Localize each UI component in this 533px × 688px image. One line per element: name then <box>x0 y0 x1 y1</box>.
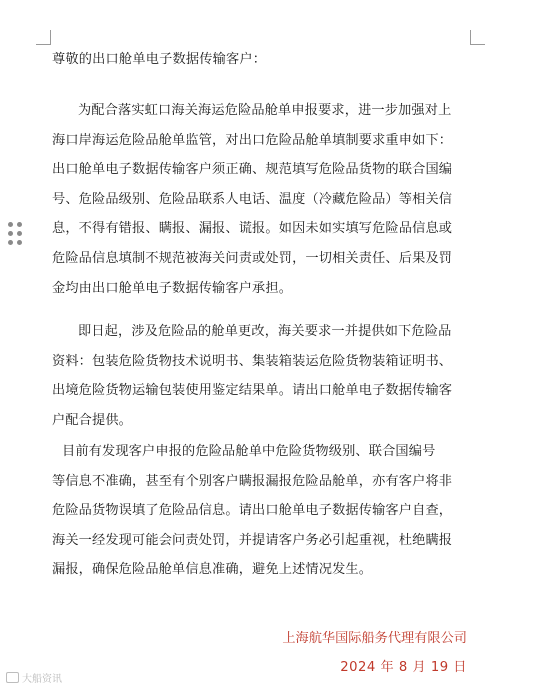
grip-dot <box>8 231 13 236</box>
top-right-crop-mark <box>470 30 485 45</box>
grip-dot <box>17 240 22 245</box>
watermark-logo-icon <box>6 672 19 683</box>
grip-dot <box>8 240 13 245</box>
paragraph-line: 目前有发现客户申报的危险品舱单中危险货物级别、联合国编号 <box>62 444 436 459</box>
paragraph-line: 金均由出口舱单电子数据传输客户承担。 <box>52 280 293 296</box>
paragraph-line: 息，不得有错报、瞒报、漏报、谎报。如因未如实填写危险品信息或 <box>52 221 453 237</box>
top-left-crop-mark <box>36 30 51 45</box>
paragraph-line: 出口舱单电子数据传输客户须正确、规范填写危险品货物的联合国编 <box>52 162 453 178</box>
grip-dot <box>17 231 22 236</box>
paragraph-line: 户配合提供。 <box>52 412 133 428</box>
paragraph-line: 即日起，涉及危险品的舱单更改，海关要求一并提供如下危险品 <box>78 324 452 339</box>
paragraph-line: 号、危险品级别、危险品联系人电话、温度（冷藏危险品）等相关信 <box>52 191 453 207</box>
drag-handle-icon[interactable] <box>8 222 24 246</box>
paragraph-3 <box>52 437 484 585</box>
paragraph-line: 出境危险货物运输包装使用鉴定结果单。请出口舱单电子数据传输客 <box>52 383 453 399</box>
paragraph-line: 为配合落实虹口海关海运危险品舱单申报要求，进一步加强对上 <box>78 103 452 118</box>
paragraph-line: 等信息不准确，甚至有个别客户瞒报漏报危险品舱单，亦有客户将非 <box>52 473 453 489</box>
paragraph-line: 海关一经发现可能会问责处罚，并提请客户务必引起重视，杜绝瞒报 <box>52 532 453 548</box>
grip-dot <box>17 222 22 227</box>
salutation: 尊敬的出口舱单电子数据传输客户： <box>52 52 267 67</box>
paragraph-line: 危险品信息填制不规范被海关问责或处罚，一切相关责任、后果及罚 <box>52 250 453 266</box>
paragraph-2 <box>52 317 484 435</box>
signature-company: 上海航华国际船务代理有限公司 <box>282 631 467 646</box>
paragraph-line: 资料：包装危险货物技术说明书、集装箱装运危险货物装箱证明书、 <box>52 353 453 369</box>
watermark-text: 大船资讯 <box>22 674 62 685</box>
grip-dot <box>8 222 13 227</box>
paragraph-1 <box>52 96 484 303</box>
paragraph-line: 危险品货物误填了危险品信息。请出口舱单电子数据传输客户自查， <box>52 503 453 519</box>
paragraph-line: 海口岸海运危险品舱单监管，对出口危险品舱单填制要求重申如下： <box>52 132 453 148</box>
signature-date: 2024 年 8 月 19 日 <box>340 660 467 675</box>
watermark <box>6 670 62 685</box>
paragraph-line: 漏报，确保危险品舱单信息准确，避免上述情况发生。 <box>52 562 373 578</box>
